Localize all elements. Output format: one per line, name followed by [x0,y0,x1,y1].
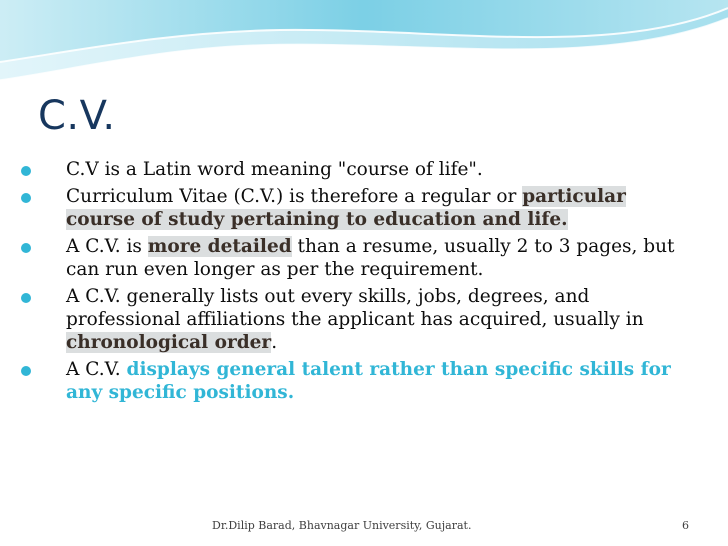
bullet-highlight-text: more detailed [147,236,292,257]
bullet-text: A C.V. is [66,236,148,257]
bullet-item [20,158,700,181]
bullet-list [20,158,700,408]
bullet-dot-icon [21,243,31,253]
bullet-dot-icon [21,366,31,376]
bullet-text: than a resume, usually 2 to 3 pages, but can run even longer as per the requirement. [66,236,675,280]
slide-title: C.V. [38,93,116,139]
bullet-item [20,358,700,404]
bullet-text: C.V is a Latin word meaning "course of life". [66,159,483,180]
bullet-accent-text: displays general talent rather than specific skills for any specific positions. [66,359,671,403]
footer-text: Dr.Dilip Barad, Bhavnagar University, Gujarat. [212,519,472,532]
slide-number: 6 [682,519,689,532]
bullet-text: Curriculum Vitae (C.V.) is therefore a regular or [66,186,517,207]
bullet-item [20,235,700,281]
bullet-highlight-text: particular course of study pertaining to education and life. [66,186,626,230]
bullet-text: . [271,332,278,353]
bullet-text: A C.V. generally lists out every skills, jobs, degrees, and professional affiliations the applicant has acquired, usually in [66,286,644,330]
bullet-item [20,185,700,231]
wave-header-decoration [0,0,728,90]
slide-footer [0,519,728,537]
bullet-dot-icon [21,293,31,303]
bullet-item [20,285,700,354]
bullet-dot-icon [21,166,31,176]
bullet-text: A C.V. [66,359,127,380]
bullet-highlight-text: chronological order [66,332,272,353]
bullet-dot-icon [21,193,31,203]
